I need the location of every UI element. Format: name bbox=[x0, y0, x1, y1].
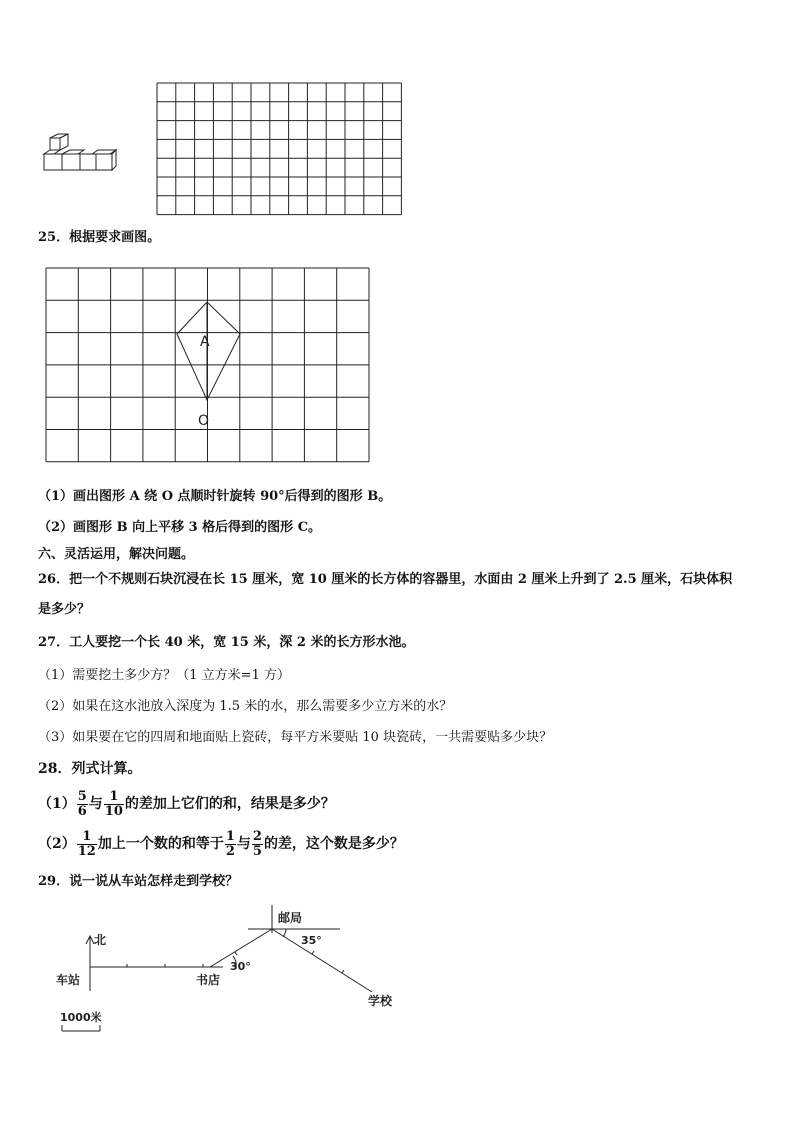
question-27-sub1: （1）需要挖土多少方？（1 立方米=1 方） bbox=[38, 668, 290, 683]
section-6-heading: 六、灵活运用，解决问题。 bbox=[38, 547, 195, 562]
scale-label: 1000米 bbox=[60, 1011, 102, 1024]
fraction-2-5: $\frac{2}{5}$ bbox=[252, 828, 262, 859]
square-grid bbox=[156, 82, 404, 216]
fraction-1-2: $\frac{1}{2}$ bbox=[225, 828, 235, 859]
q25-task-1: （1）画出图形 A 绕 O 点顺时针旋转 90°后得到的图形 B。 bbox=[38, 489, 392, 504]
question-28-title: 28．列式计算。 bbox=[38, 761, 142, 777]
fraction-1-12: $\frac{1}{12}$ bbox=[77, 828, 96, 859]
question-27-title: 27．工人要挖一个长 40 米，宽 15 米，深 2 米的长方形水池。 bbox=[38, 635, 415, 650]
fraction-5-6: $\frac{5}{6}$ bbox=[77, 788, 87, 819]
station-label: 车站 bbox=[56, 973, 81, 987]
angle-35-label: 35° bbox=[301, 934, 322, 947]
question-29-title: 29．说一说从车站怎样走到学校？ bbox=[38, 874, 239, 889]
question-28-sub2: （2） $\frac{1}{12}$ 加上一个数的和等于 $\frac{1}{2}$ 与 $\frac{2}{5}$ 的差，这个数是多少？ bbox=[38, 828, 404, 859]
fraction-1-10: $\frac{1}{10}$ bbox=[104, 788, 123, 819]
q25-task-2: （2）画图形 B 向上平移 3 格后得到的图形 C。 bbox=[38, 520, 322, 535]
cube-figure-icon bbox=[40, 132, 120, 174]
north-label: 北 bbox=[94, 933, 107, 947]
bookstore-label: 书店 bbox=[196, 973, 221, 987]
label-o: O bbox=[198, 413, 210, 429]
question-27-sub2: （2）如果在这水池放入深度为 1.5 米的水，那么需要多少立方米的水？ bbox=[38, 699, 453, 714]
school-label: 学校 bbox=[368, 994, 393, 1008]
post-office-label: 邮局 bbox=[278, 911, 303, 925]
question-27-sub3: （3）如果要在它的四周和地面贴上瓷砖，每平方米要贴 10 块瓷砖，一共需要贴多少块？ bbox=[38, 730, 553, 745]
question-26-line1: 26．把一个不规则石块沉浸在长 15 厘米，宽 10 厘米的长方体的容器里，水面由 2 厘米上升到了 2.5 厘米，石块体积 bbox=[38, 572, 733, 587]
angle-30-label: 30° bbox=[230, 960, 251, 973]
label-a: A bbox=[200, 334, 210, 350]
route-map bbox=[50, 900, 410, 1035]
question-28-sub1: （1） $\frac{5}{6}$ 与 $\frac{1}{10}$ 的差加上它们的和，结果是多少？ bbox=[38, 788, 335, 819]
question-26-line2: 是多少？ bbox=[38, 602, 91, 617]
question-25-title: 25．根据要求画图。 bbox=[38, 230, 161, 245]
kite-shape-a bbox=[177, 302, 240, 400]
rotation-grid bbox=[44, 262, 370, 468]
